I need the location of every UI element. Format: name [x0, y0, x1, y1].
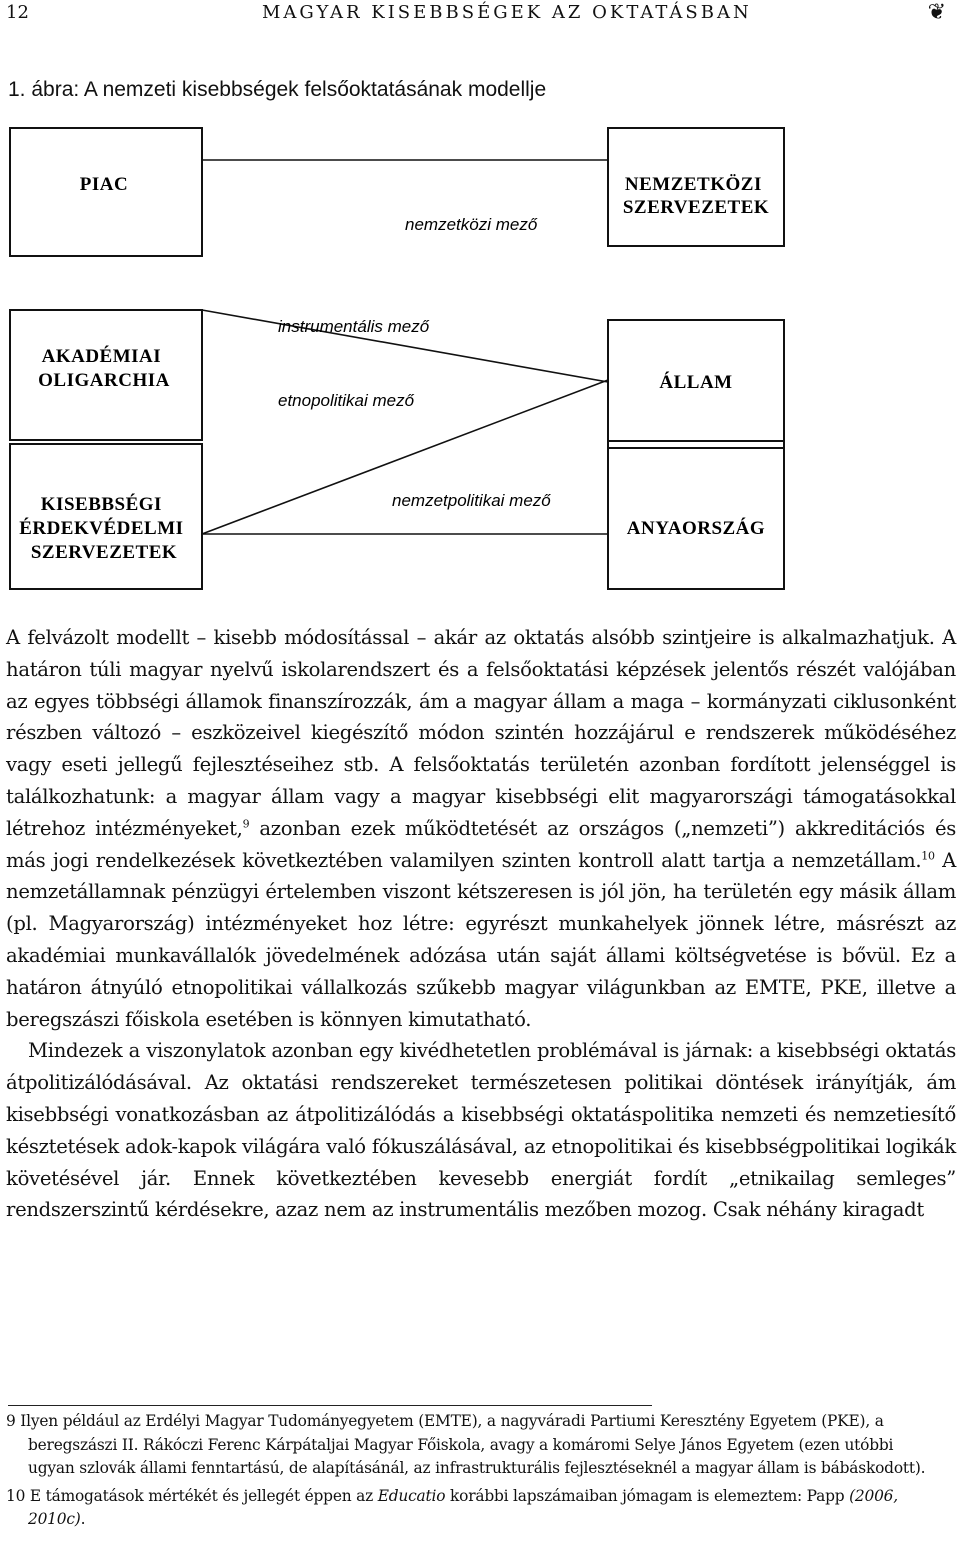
box-anyaorszag	[608, 441, 784, 589]
field-etnopolitikai: etnopolitikai mező	[278, 391, 415, 410]
field-nemzetpolitikai: nemzetpolitikai mező	[392, 491, 551, 510]
field-nemzetkozi: nemzetközi mező	[405, 215, 538, 234]
leaf-ornament-icon: ❦	[927, 0, 946, 25]
footnote-9: 9 Ilyen például az Erdélyi Magyar Tudományegyetem (EMTE), a nagyváradi Partiumi Keresztény Egyetem (PKE), a beregszászi II. Rákóczi Ferenc Kárpátaljai Magyar Főiskola, avagy a komáromi Selye János Egyetem (ezen utóbbi ugyan szlovák állami fenntartású, de alapításánál, az infrastrukturális fejlesztéseknél a magyar állam is bábáskodott).	[6, 1412, 926, 1478]
footnote-ref-10[interactable]: 10	[921, 849, 935, 863]
page-number: 12	[6, 2, 29, 23]
running-title: MAGYAR KISEBBSÉGEK AZ OKTATÁSBAN	[262, 2, 752, 23]
label-nemzetkozi-szervezetek: NEMZETKÖZI SZERVEZETEK	[622, 174, 770, 218]
label-allam: ÁLLAM	[659, 372, 733, 393]
label-akademiai-oligarchia: AKADÉMIAI OLIGARCHIA	[38, 346, 170, 391]
model-diagram	[0, 124, 960, 604]
label-anyaorszag: ANYAORSZÁG	[626, 518, 766, 539]
label-piac: PIAC	[79, 174, 129, 195]
footnote-divider	[8, 1405, 652, 1406]
footnotes	[6, 1410, 944, 1534]
field-instrumentalis: instrumentális mező	[278, 317, 430, 336]
footnote-10: 10 E támogatások mértékét és jellegét éppen az Educatio korábbi lapszámaiban jómagam is elemeztem: Papp (2006, 2010c).	[6, 1486, 898, 1529]
label-kisebbsegi-erdekvedelmi: KISEBBSÉGI ÉRDEKVÉDELMI SZERVEZETEK	[19, 494, 184, 563]
body-text	[6, 622, 956, 1226]
footnote-ref-9[interactable]: 9	[242, 817, 250, 831]
running-head	[6, 0, 946, 30]
paragraph-2: Mindezek a viszonylatok azonban egy kivédhetetlen problémával is járnak: a kisebbségi oktatás átpolitizálódásával. Az oktatási rendszereket természetesen politikai döntések irányítják, ám kisebbségi vonatkozásban az átpolitizálódás a kisebbségi oktatáspolitika nemzeti és nemzetiesítő késztetések adok-kapok világára való fókuszálásával, az etnopolitikai és kisebbségpolitikai logikák követésével jár. Ennek következtében kevesebb energiát fordít „etnikailag semleges” rendszerszintű kérdésekre, azaz nem az instrumentális mezőben mozog. Csak néhány kiragadt	[6, 1039, 956, 1222]
box-kisebbsegi-erdekvedelmi	[10, 444, 202, 589]
figure-caption: 1. ábra: A nemzeti kisebbségek felsőoktatásának modellje	[8, 78, 547, 101]
paragraph-1: A felvázolt modellt – kisebb módosítással – akár az oktatás alsóbb szintjeire is alkalmazhatjuk. A határon túli magyar nyelvű iskolarendszert és a felsőoktatási képzések jelentős részét valójában az egyes többségi államok finanszírozzák, ám a magyar állam a maga – kormányzati ciklusonként részben változó – eszközeivel kiegészítő módon szintén hozzájárul e rendszerek működéséhez vagy eseti jellegű fejlesztéseihez stb. A felsőoktatás területén azonban fordított jelenséggel is találkozhatunk: a magyar állam vagy a magyar kisebbségi elit magyarországi támogatásokkal létrehoz intézményeket,$^9$ azonban ezek működtetését az országos („nemzeti”) akkreditációs és más jogi rendelkezések következtében valamilyen szinten kontroll alatt tartja a nemzetállam.$^{10}$ A nemzetállamnak pénzügyi értelemben viszont kétszeresen is jól jön, ha területén egy másik állam (pl. Magyarország) intézményeket hoz létre: egyrészt munkahelyek jönnek létre, másrészt az akadémiai munkavállalók jövedelmének adózása után saját állami költségvetése is bővül. Ez a határon átnyúló etnopolitikai vállalkozás szűkebb magyar világunkban az EMTE, PKE, illetve a beregszászi főiskola esetében is könnyen kimutatható.	[6, 626, 957, 1031]
